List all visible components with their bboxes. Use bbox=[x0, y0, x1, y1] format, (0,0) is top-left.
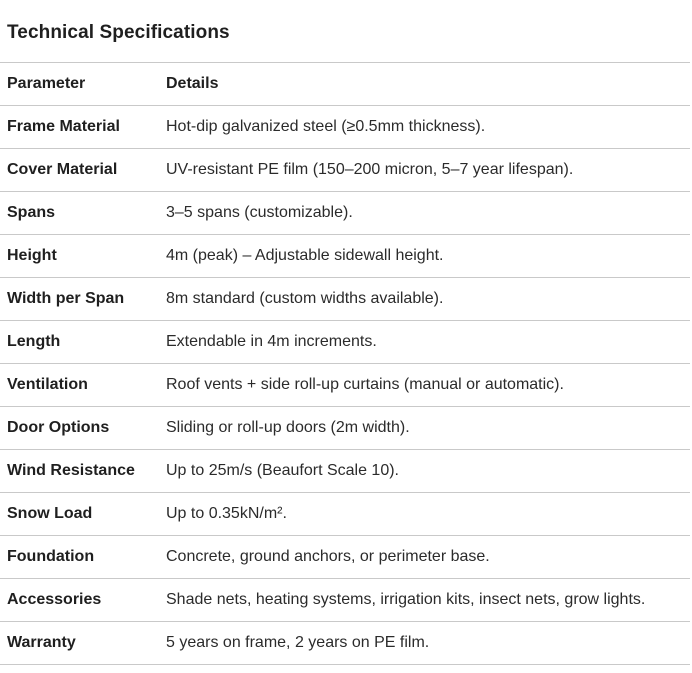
table-row bbox=[0, 622, 690, 665]
table-row bbox=[0, 321, 690, 364]
row-details: 8m standard (custom widths available). bbox=[166, 278, 690, 321]
row-parameter: Length bbox=[0, 321, 166, 364]
table-row bbox=[0, 536, 690, 579]
row-parameter: Accessories bbox=[0, 579, 166, 622]
row-details: Concrete, ground anchors, or perimeter base. bbox=[166, 536, 690, 579]
row-parameter: Width per Span bbox=[0, 278, 166, 321]
table-row bbox=[0, 493, 690, 536]
row-details: Up to 25m/s (Beaufort Scale 10). bbox=[166, 450, 690, 493]
table-row bbox=[0, 106, 690, 149]
row-parameter: Cover Material bbox=[0, 149, 166, 192]
spec-table bbox=[0, 62, 690, 665]
row-parameter: Snow Load bbox=[0, 493, 166, 536]
table-row bbox=[0, 407, 690, 450]
row-details: Shade nets, heating systems, irrigation kits, insect nets, grow lights. bbox=[166, 579, 690, 622]
row-details: UV-resistant PE film (150–200 micron, 5–7 year lifespan). bbox=[166, 149, 690, 192]
row-details: 4m (peak) – Adjustable sidewall height. bbox=[166, 235, 690, 278]
row-parameter: Door Options bbox=[0, 407, 166, 450]
row-parameter: Frame Material bbox=[0, 106, 166, 149]
row-details: 5 years on frame, 2 years on PE film. bbox=[166, 622, 690, 665]
table-row bbox=[0, 149, 690, 192]
header-details: Details bbox=[166, 63, 690, 106]
row-parameter: Height bbox=[0, 235, 166, 278]
row-details: 3–5 spans (customizable). bbox=[166, 192, 690, 235]
table-row bbox=[0, 450, 690, 493]
table-row bbox=[0, 278, 690, 321]
row-parameter: Spans bbox=[0, 192, 166, 235]
row-details: Extendable in 4m increments. bbox=[166, 321, 690, 364]
row-details: Hot-dip galvanized steel (≥0.5mm thickness). bbox=[166, 106, 690, 149]
table-row bbox=[0, 579, 690, 622]
header-parameter: Parameter bbox=[0, 63, 166, 106]
row-parameter: Foundation bbox=[0, 536, 166, 579]
row-details: Up to 0.35kN/m². bbox=[166, 493, 690, 536]
table-row bbox=[0, 364, 690, 407]
row-parameter: Warranty bbox=[0, 622, 166, 665]
row-details: Sliding or roll-up doors (2m width). bbox=[166, 407, 690, 450]
row-parameter: Ventilation bbox=[0, 364, 166, 407]
table-row bbox=[0, 192, 690, 235]
table-row bbox=[0, 235, 690, 278]
row-details: Roof vents + side roll-up curtains (manual or automatic). bbox=[166, 364, 690, 407]
table-body bbox=[0, 106, 690, 665]
section-title: Technical Specifications bbox=[7, 22, 230, 43]
header-row bbox=[0, 63, 690, 106]
row-parameter: Wind Resistance bbox=[0, 450, 166, 493]
table-header bbox=[0, 63, 690, 106]
